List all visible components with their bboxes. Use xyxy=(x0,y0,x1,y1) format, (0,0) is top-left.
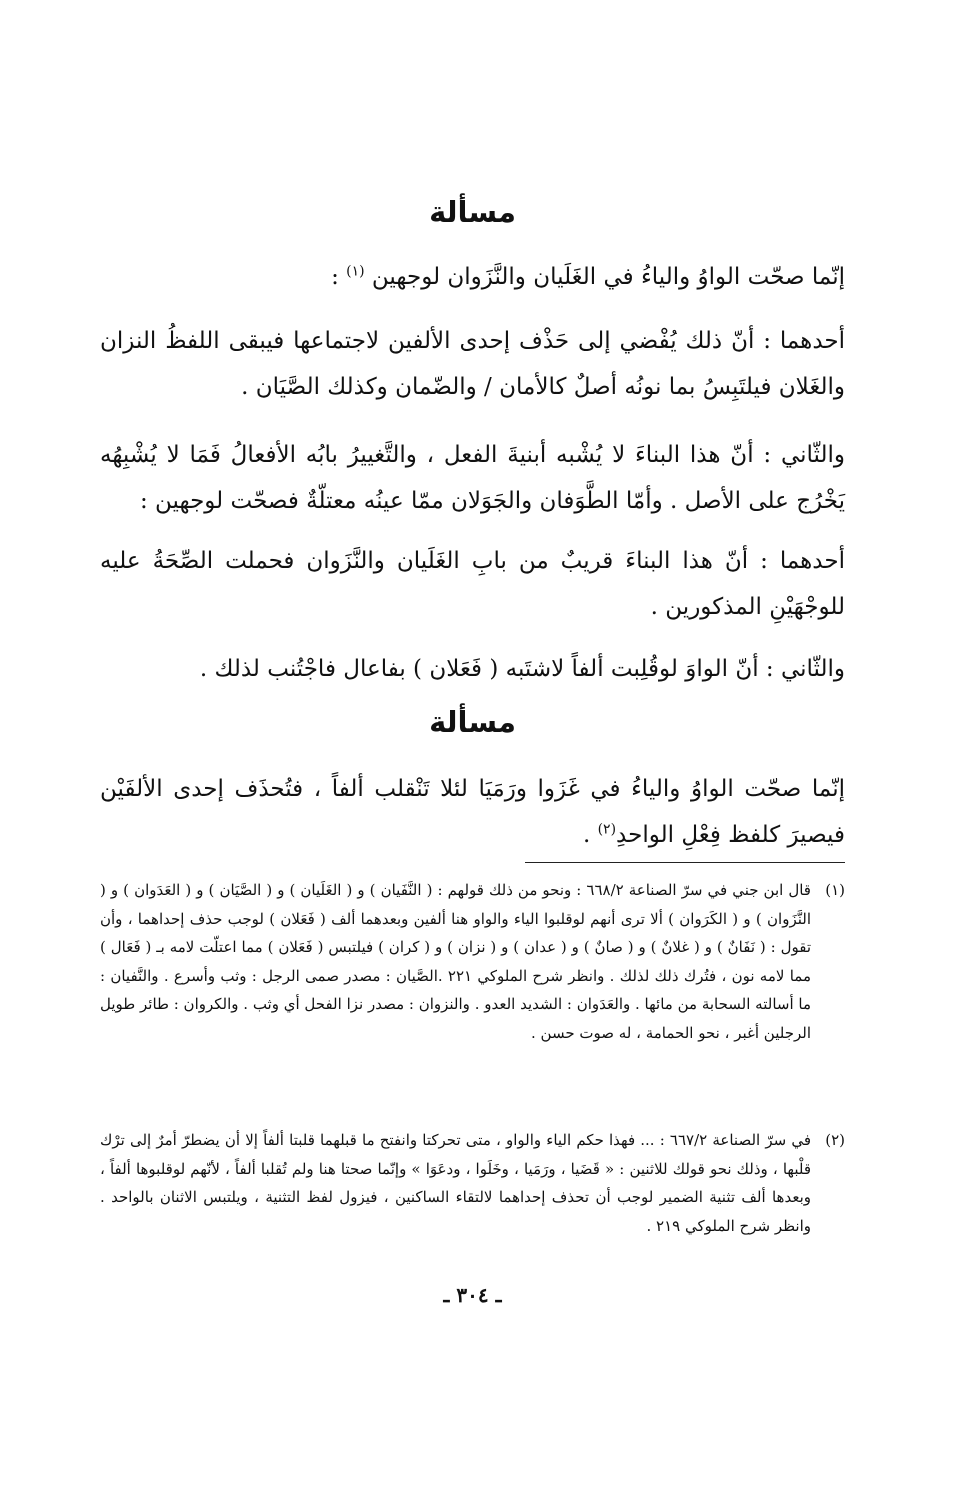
paragraph-first-sub-reason: أحدهما : أنّ هذا البناءَ قريبٌ من بابِ الغَلَيان والنَّزَوان فحملت الصِّحَةُ عليه للوجْهَيْنِ المذكورين . xyxy=(100,548,845,620)
footnote-separator xyxy=(525,862,845,863)
paragraph-second-reason: والثّاني : أنّ هذا البناءَ لا يُشْبه أبنيةَ الفعل ، والتَّغييرُ بابُه الأفعالُ فَمَا لا يُشْبِهُه يَخْرُج على الأصل . وأمّا الطَّوَفان والجَوَلان ممّا عينُه معتلّةٌ فصحّت لوجهين : xyxy=(100,442,845,514)
footnote-number: (٢) xyxy=(825,1131,845,1149)
footnote-text: قال ابن جني في سرّ الصناعة ٦٦٨/٢ : ونحو من ذلك قولهم : ( النَّفَيان ) و ( الغَلَيان ) و ( الصَّيَان ) و ( العَدَوان ) و ( النَّزَوان ) و ( الكَرَوان ) ألا ترى أنهم لوقلبوا الياء والواو هنا ألفين وبعدهما ألف ( فَعَلان ) لوجب حذف إحداهما ، وأن تقول : ( نَفَانٌ ) و ( غلانٌ ) و ( صانٌ ) و ( عدان ) و ( نزان ) و ( كران ) فيلتبس ( فَعَلان ) مما اعتلّت لامه بـ ( فَعَال ) مما لامه نون ، فتُرك ذلك لذلك . وانظر شرح الملوكي ٢٢١ .الصَّيان : مصدر صمى الرجل : وثب وأسرع . والنَّفيان : ما أسالته السحابة من مائها . والعَدَوان : الشديد العدو . والنزوان : مصدر نزا الفحل أي وثب . والكروان : طائر طويل الرجلين أغبر ، نحو الحمامة ، له صوت حسن . xyxy=(100,881,811,1042)
paragraph-intro xyxy=(100,254,845,300)
paragraph-second-issue-text: إنّما صحّت الواوُ والياءُ في غَزَوا ورَمَيَا لئلا تَنْقلب ألفاً ، فتُحذَف إحدى الألفَيْن فيصيرَ كلفظ فِعْلِ الواحدِ xyxy=(100,776,845,848)
footnote-2 xyxy=(100,1126,845,1240)
page-number: ـ ٣٠٤ ـ xyxy=(443,1283,502,1307)
footnote-reference-1[interactable]: (١) xyxy=(346,263,365,280)
paragraph-second-issue-end: . xyxy=(582,822,598,848)
footnote-reference-2[interactable]: (٢) xyxy=(597,821,617,838)
paragraph-intro-end: : xyxy=(331,264,347,290)
paragraph-intro-text: إنّما صحّت الواوُ والياءُ في الغَلَيان والنَّزَوان لوجهين xyxy=(371,264,845,290)
section-heading-second: مسألة xyxy=(429,705,516,739)
paragraph-second-sub-reason: والثّاني : أنّ الواوَ لوقُلِبت ألفاً لاشتَبه ( فَعَلان ) بفاعال فاجْتُنب لذلك . xyxy=(199,656,845,682)
footnote-text: في سرّ الصناعة ٦٦٧/٢ : ... فهذا حكم الياء والواو ، متى تحركتا وانفتح ما قبلهما قلبتا ألفاً إلا أن يضطرّ أمرٌ إلى ترْك قلْبها ، وذلك نحو قولك للاثنين : « قَضَيا ، ورَمَيا ، وخَلَوا ، ودعَوَا » وإنّما صحتا هنا ولم تُقلبا ألفاً ، لأنّهم لوقلبوها ألفاً ، وبعدها ألف تثنية الضمير لوجب أن تحذف إحداهما لالتقاء الساكنين ، فيزول لفظ التثنية ، ويلتبس الاثنان بالواحد . وانظر شرح الملوكي ٢١٩ . xyxy=(100,1131,811,1235)
paragraph-first-reason: أحدهما : أنّ ذلك يُفْضي إلى حَذْف إحدى الألفين لاجتماعها فيبقى اللفظُ النزان والغَلان فيلتَبِسُ بما نونُه أصلٌ كالأمان / والضّمان وكذلك الصَّيَان . xyxy=(100,328,845,400)
paragraph-second-issue xyxy=(100,766,845,858)
footnote-1 xyxy=(100,876,845,1047)
footnote-number: (١) xyxy=(825,881,845,899)
document-page xyxy=(100,0,845,1494)
section-heading: مسألة xyxy=(429,195,516,229)
